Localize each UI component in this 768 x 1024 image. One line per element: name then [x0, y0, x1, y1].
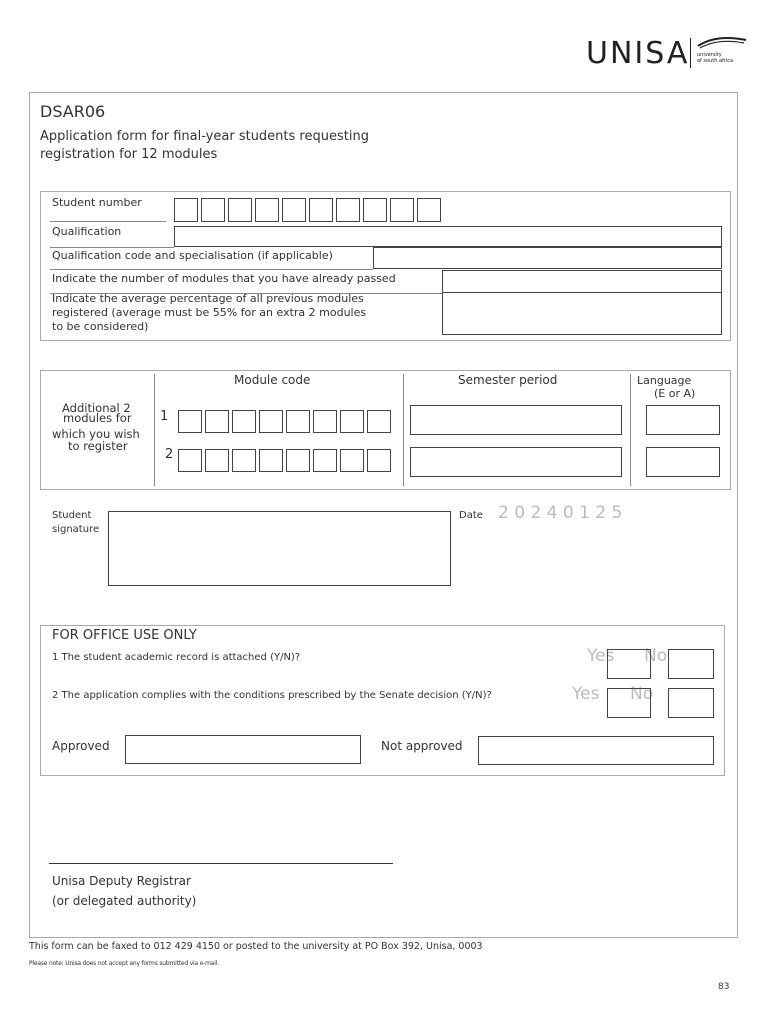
divider [50, 269, 373, 270]
student-number-digit[interactable] [390, 198, 414, 222]
module-code-char[interactable] [367, 410, 391, 433]
divider [50, 221, 166, 222]
modules-passed-label: Indicate the number of modules that you have already passed [52, 272, 396, 285]
module-code-header: Module code [234, 373, 311, 387]
form-title-line2: registration for 12 modules [40, 147, 218, 162]
average-label-line1: Indicate the average percentage of all previous modules [52, 292, 364, 305]
module-code-char[interactable] [340, 449, 364, 472]
qualification-label: Qualification [52, 225, 122, 238]
student-number-digit[interactable] [417, 198, 441, 222]
module-code-char[interactable] [205, 449, 229, 472]
form-code: DSAR06 [40, 102, 106, 121]
qualification-field[interactable] [174, 226, 722, 247]
no-box-q2[interactable] [668, 688, 714, 718]
logo-swoosh-icon [696, 34, 748, 50]
module-code-char[interactable] [232, 410, 256, 433]
not-approved-label: Not approved [381, 739, 463, 753]
office-question-2: 2 The application complies with the conditions prescribed by the Senate decision (Y/N)? [52, 690, 492, 701]
unisa-logo-text: UNISA [586, 36, 690, 71]
date-value[interactable]: 2 0 2 4 0 1 2 5 [498, 503, 623, 523]
yes-box-q1[interactable] [607, 649, 651, 679]
page-number: 83 [718, 982, 730, 992]
semester-field-row1[interactable] [410, 405, 622, 435]
student-number-digit[interactable] [282, 198, 306, 222]
module-code-char[interactable] [313, 410, 337, 433]
office-use-heading: FOR OFFICE USE ONLY [52, 628, 197, 643]
language-header-line2: (E or A) [654, 387, 696, 400]
student-signature-label-line2: signature [52, 524, 100, 535]
student-number-digit[interactable] [309, 198, 333, 222]
footer-email-note: Please note: Unisa does not accept any forms submitted via e-mail. [29, 960, 219, 967]
student-number-digit[interactable] [201, 198, 225, 222]
footer-fax-note: This form can be faxed to 012 429 4150 or posted to the university at PO Box 392, Unisa, 0003 [29, 941, 483, 952]
average-percentage-field[interactable] [442, 292, 722, 335]
divider [630, 374, 631, 486]
module-code-char[interactable] [259, 449, 283, 472]
divider [50, 247, 174, 248]
student-number-label: Student number [52, 196, 142, 209]
modules-passed-field[interactable] [442, 270, 722, 293]
yes-label-q2: Yes [572, 684, 600, 704]
yes-box-q2[interactable] [607, 688, 651, 718]
module-code-char[interactable] [259, 410, 283, 433]
module-code-char[interactable] [367, 449, 391, 472]
student-number-digit[interactable] [363, 198, 387, 222]
module-code-char[interactable] [286, 410, 310, 433]
no-label-q2: No [630, 684, 654, 704]
module-code-char[interactable] [205, 410, 229, 433]
qualification-code-field[interactable] [373, 247, 722, 269]
no-label-q1: No [644, 646, 668, 666]
module-code-char[interactable] [340, 410, 364, 433]
logo-sub-1: university [697, 52, 722, 58]
student-number-digit[interactable] [174, 198, 198, 222]
language-field-row1[interactable] [646, 405, 720, 435]
additional-modules-line1: Additional 2 [62, 401, 131, 415]
yes-label-q1: Yes [587, 646, 615, 666]
registrar-line2: (or delegated authority) [52, 894, 197, 908]
date-label: Date [459, 510, 483, 521]
not-approved-field[interactable] [478, 736, 714, 765]
additional-modules-line3: which you wish [52, 427, 140, 441]
student-number-digit[interactable] [228, 198, 252, 222]
module-code-char[interactable] [232, 449, 256, 472]
language-field-row2[interactable] [646, 447, 720, 477]
no-box-q1[interactable] [668, 649, 714, 679]
office-question-1: 1 The student academic record is attached (Y/N)? [52, 652, 301, 663]
row-number-1: 1 [160, 409, 169, 424]
module-code-char[interactable] [178, 410, 202, 433]
language-header-line1: Language [637, 374, 692, 387]
semester-field-row2[interactable] [410, 447, 622, 477]
student-number-digit[interactable] [255, 198, 279, 222]
module-code-char[interactable] [178, 449, 202, 472]
registrar-signature-line[interactable] [49, 863, 393, 864]
student-signature-field[interactable] [108, 511, 451, 586]
approved-field[interactable] [125, 735, 361, 764]
qualification-code-label: Qualification code and specialisation (if applicable) [52, 249, 333, 262]
row-number-2: 2 [165, 447, 174, 462]
student-number-digit[interactable] [336, 198, 360, 222]
average-label-line3: to be considered) [52, 320, 149, 333]
semester-period-header: Semester period [458, 373, 558, 387]
student-signature-label-line1: Student [52, 510, 92, 521]
divider [403, 374, 404, 486]
additional-modules-line2: modules for [63, 411, 132, 425]
module-code-char[interactable] [286, 449, 310, 472]
average-label-line2: registered (average must be 55% for an extra 2 modules [52, 306, 367, 319]
registrar-line1: Unisa Deputy Registrar [52, 874, 191, 888]
approved-label: Approved [52, 739, 110, 753]
logo-sub-2: of south africa [697, 58, 734, 64]
additional-modules-line4: to register [68, 439, 128, 453]
logo-divider [690, 38, 691, 68]
divider [154, 374, 155, 486]
form-title-line1: Application form for final-year students requesting [40, 129, 369, 144]
module-code-char[interactable] [313, 449, 337, 472]
